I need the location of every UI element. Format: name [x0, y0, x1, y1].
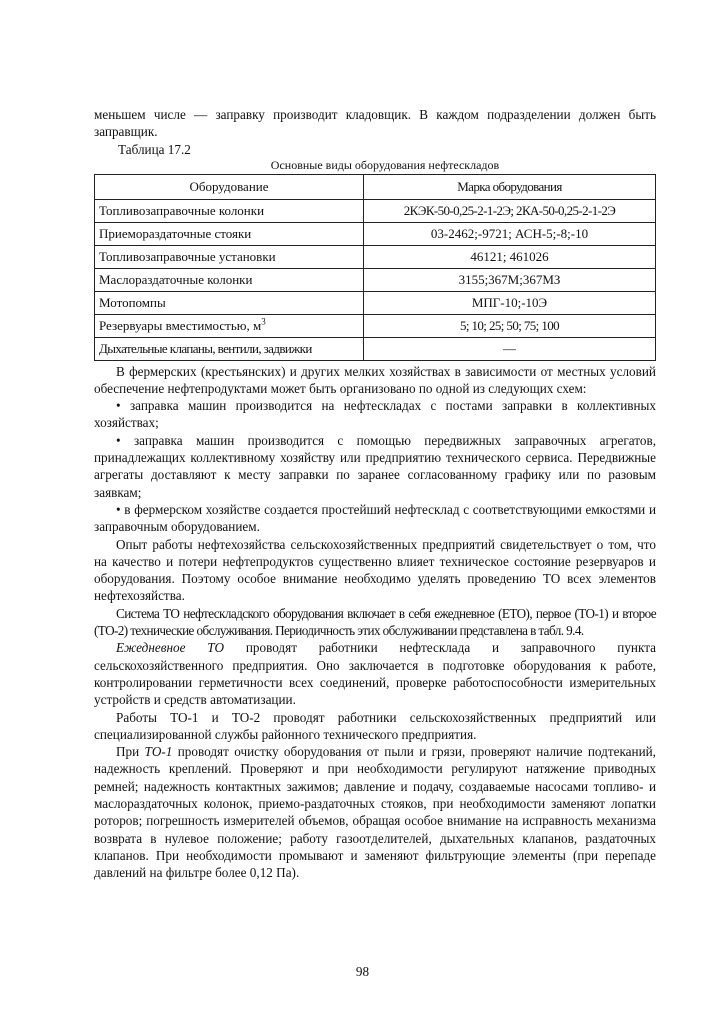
paragraph-to1-to2: Работы ТО-1 и ТО-2 проводят работники сельскохозяйственных предприятий или специализированной службы районного технического предприятия.: [94, 709, 656, 742]
table-row: [95, 291, 656, 314]
superscript-cubic: 3: [261, 316, 266, 327]
header-brand: Марка оборудования: [364, 174, 656, 199]
cell-brand: МПГ-10;-10Э: [364, 291, 656, 314]
cell-brand: 03-2462;-9721; АСН-5;-8;-10: [364, 222, 656, 245]
paragraph-schemes: В фермерских (крестьянских) и других мелких хозяйствах в зависимости от местных условий обеспечение нефтепродуктами может быть организовано по одной из следующих схем:: [94, 363, 656, 396]
cell-equipment: Дыхательные клапаны, вентили, задвижки: [95, 337, 364, 360]
cell-equipment: Мотопомпы: [95, 291, 364, 314]
table-row: [95, 199, 656, 222]
paragraph-to1-start: При: [116, 744, 145, 760]
table-row: [95, 314, 656, 337]
cell-brand: —: [364, 337, 656, 360]
cell-equipment: Топливозаправочные установки: [95, 245, 364, 268]
cell-equipment: Приемораздаточные стояки: [95, 222, 364, 245]
table-title: Основные виды оборудования нефтескладов: [270, 157, 500, 172]
paragraph-daily-to: [94, 639, 656, 708]
page-content: [94, 106, 656, 882]
paragraph-to1: [94, 743, 656, 881]
bullet-item: • в фермерском хозяйстве создается простейший нефтесклад с соответствующими емкостями и заправочным оборудованием.: [94, 501, 656, 535]
bullet-item: • заправка машин производится на нефтескладах с постами заправки в коллективных хозяйствах;: [94, 398, 656, 431]
table-row: [95, 337, 656, 360]
paragraph-to-system: Система ТО нефтескладского оборудования включает в себя ежедневное (ЕТО), первое (ТО-1) и второе (ТО-2) технические обслуживания. Периодичность этих обслуживании представлена в табл. 9.4.: [94, 605, 656, 639]
header-equipment: Оборудование: [95, 174, 364, 199]
cell-brand: 46121; 461026: [364, 245, 656, 268]
table-row: [95, 222, 656, 245]
cell-equipment: Маслораздаточные колонки: [95, 268, 364, 291]
cell-equipment: Топливозаправочные колонки: [95, 199, 364, 222]
page-number: 98: [355, 964, 370, 979]
table-header-row: [95, 174, 656, 199]
table-row: [95, 268, 656, 291]
cell-brand: 5; 10; 25; 50; 75; 100: [364, 314, 656, 337]
intro-paragraph: меньшем числе — заправку производит кладовщик. В каждом подразделении должен быть заправщик.: [94, 107, 656, 140]
term-daily-to: Ежедневное ТО: [116, 640, 225, 656]
table-label: Таблица 17.2: [118, 141, 191, 157]
term-to1: ТО-1: [144, 744, 173, 760]
paragraph-to1-text: проводят очистку оборудования от пыли и грязи, проверяют наличие подтеканий, надежность креплений. Проверяют и при необходимости регулируют натяжение приводных ремней; надежность контактных зажимов; давление и подачу, создаваемые насосами топливо- и маслораздаточных колонок, приемо-раздаточных стояков, при необходимости заменяют лопатки роторов; погрешность измерителей объемов, обращая особое внимание на исправность механизма возврата в нулевое положение; работу газоотделителей, дыхательных клапанов, раздаточных клапанов. При необходимости промывают и заменяют фильтрующие элементы (при перепаде давлений на фильтре более 0,12 Па).: [94, 744, 656, 881]
cell-brand: 2КЭК-50-0,25-2-1-2Э; 2КА-50-0,25-2-1-2Э: [364, 199, 656, 222]
paragraph-experience: Опыт работы нефтехозяйства сельскохозяйственных предприятий свидетельствует о том, что на качество и потери нефтепродуктов существенно влияет техническое состояние резервуаров и оборудования. Поэтому особое внимание необходимо уделять проведению ТО всех элементов нефтехозяйства.: [94, 536, 656, 604]
paragraph-daily-to-text: проводят работники нефтесклада и заправочного пункта сельскохозяйственного предприятия. Оно заключается в подготовке оборудования к работе, контролировании герметичности всех соединений, проверке работоспособности измерительных устройств и средств автоматизации.: [94, 640, 657, 708]
cell-brand: 3155;367М;367МЗ: [364, 268, 656, 291]
cell-equipment-text: Резервуары вместимостью, м: [99, 317, 262, 333]
cell-equipment: [95, 314, 364, 337]
table-row: [95, 245, 656, 268]
bullet-item: • заправка машин производится с помощью передвижных заправочных агрегатов, принадлежащих коллективному хозяйству или предприятию технического сервиса. Передвижные агрегаты доставляют к месту заправки по заранее согласованному графику или по разовым заявкам;: [94, 432, 656, 500]
equipment-table: [94, 174, 656, 361]
